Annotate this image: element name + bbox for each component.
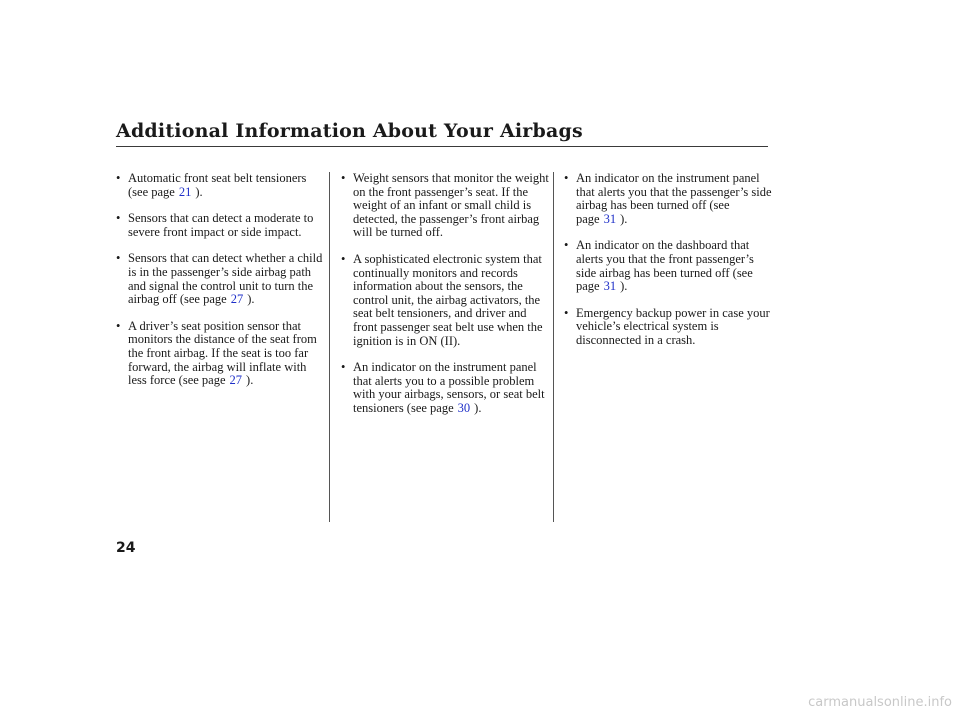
bullet: • (116, 251, 121, 266)
bullet: • (564, 171, 569, 185)
list-item (564, 239, 776, 293)
page-number: 24 (116, 540, 136, 556)
page-link[interactable]: 27 (230, 292, 244, 307)
page-link[interactable]: 27 (229, 373, 243, 388)
list-item (341, 253, 553, 348)
page-title: Additional Information About Your Airbags (116, 120, 583, 142)
item-text-end: ). (246, 373, 254, 388)
list-item (341, 361, 553, 415)
watermark: carmanualsonline.info (808, 695, 952, 710)
item-text-end: ). (247, 292, 255, 307)
item-text: An indicator on the instrument panel that alerts you that the passenger’s side airbag has been turned off (see page (576, 171, 772, 226)
item-text: Automatic front seat belt tensioners (see page (128, 171, 307, 199)
list-item (564, 172, 776, 226)
item-text-end: ). (620, 279, 628, 294)
column-2 (341, 172, 553, 429)
list-item (116, 172, 328, 199)
bullet: • (564, 305, 569, 320)
item-text: Emergency backup power in case your vehicle’s electrical system is disconnected in a crash. (576, 305, 770, 347)
item-text: A driver’s seat position sensor that monitors the distance of the seat from the front airbag. If the seat is too far forward, the airbag will inflate with less force (see page (128, 318, 317, 388)
item-text: Sensors that can detect a moderate to severe front impact or side impact. (128, 211, 314, 239)
column-divider (553, 172, 554, 522)
page-link[interactable]: 30 (457, 400, 471, 415)
item-text-end: ). (620, 211, 628, 226)
list-item (341, 172, 553, 240)
item-text-end: ). (195, 184, 203, 199)
item-text: Weight sensors that monitor the weight on the front passenger’s seat. If the weight of an infant or small child is detected, the passenger’s front airbag will be turned off. (353, 171, 549, 240)
bullet: • (341, 171, 346, 185)
title-rule (116, 146, 768, 147)
page-link[interactable]: 21 (178, 184, 192, 199)
list-item (116, 252, 328, 306)
list-item (564, 307, 776, 348)
bullet: • (341, 360, 346, 375)
list-item (116, 212, 328, 239)
bullet: • (341, 251, 346, 266)
bullet: • (116, 171, 121, 185)
column-1 (116, 172, 328, 401)
item-text: A sophisticated electronic system that continually monitors and records information about the sensors, the control unit, the airbag activators, the seat belt tensioners, and driver and front passenger seat belt use when the ignition is in ON (II). (353, 251, 543, 348)
item-text: Sensors that can detect whether a child is in the passenger’s side airbag path and signal the control unit to turn the airbag off (see page (128, 251, 323, 307)
column-divider (329, 172, 330, 522)
item-text: An indicator on the dashboard that alerts you that the front passenger’s side airbag has been turned off (see page (576, 238, 754, 294)
page-link[interactable]: 31 (603, 279, 617, 294)
bullet: • (564, 238, 569, 253)
item-text: An indicator on the instrument panel that alerts you to a possible problem with your airbags, sensors, or seat belt tensioners (see page (353, 360, 545, 415)
page-link[interactable]: 31 (603, 211, 617, 226)
item-text-end: ). (474, 400, 482, 415)
column-3 (564, 172, 776, 361)
bullet: • (116, 318, 121, 333)
list-item (116, 320, 328, 388)
bullet: • (116, 211, 121, 226)
